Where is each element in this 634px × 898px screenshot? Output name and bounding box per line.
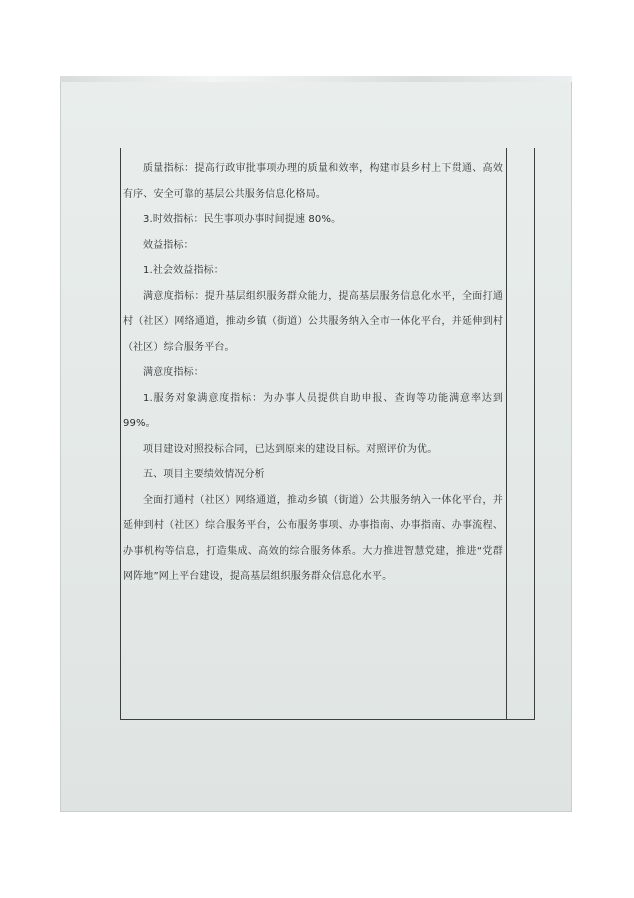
paragraph-evaluation-result: 项目建设对照投标合同，已达到原来的建设目标。对照评价为优。 <box>143 443 438 455</box>
paragraph-satisfaction-heading: 满意度指标： <box>143 367 204 378</box>
paragraph-social-benefit-heading: 1.社会效益指标： <box>143 265 224 276</box>
table-column-rule <box>506 148 507 720</box>
paragraph-service-satisfaction: 1.服务对象满意度指标：为办事人员提供自助申报、查询等功能满意率达到 99%。 <box>123 392 503 429</box>
paragraph-quality-indicator: 质量指标：提高行政审批事项办理的质量和效率，构建市县乡村上下贯通、高效有序、安全可靠的基层公共服务信息化格局。 <box>123 163 503 200</box>
paragraph-timeliness-indicator: 3.时效指标：民生事项办事时间提速 80%。 <box>143 214 342 225</box>
section-heading-performance-analysis: 五、项目主要绩效情况分析 <box>143 469 265 480</box>
paragraph-performance-analysis: 全面打通村（社区）网络通道，推动乡镇（街道）公共服务纳入一体化平台，并延伸到村（社区）综合服务平台，公布服务事项、办事指南、办事指南、办事流程、办事机构等信息，打造集成、高效的综合服务体系。大力推进智慧党建，推进“党群网阵地”网上平台建设，提高基层组织服务群众信息化水平。 <box>123 494 503 582</box>
paragraph-benefit-heading: 效益指标： <box>143 239 194 251</box>
paper-top-edge <box>60 76 572 82</box>
paragraph-satisfaction-indicator: 满意度指标：提升基层组织服务群众能力，提高基层服务信息化水平，全面打通村（社区）网络通道，推动乡镇（街道）公共服务纳入全市一体化平台，并延伸到村（社区）综合服务平台。 <box>123 290 503 353</box>
table-cell-content <box>123 156 503 590</box>
